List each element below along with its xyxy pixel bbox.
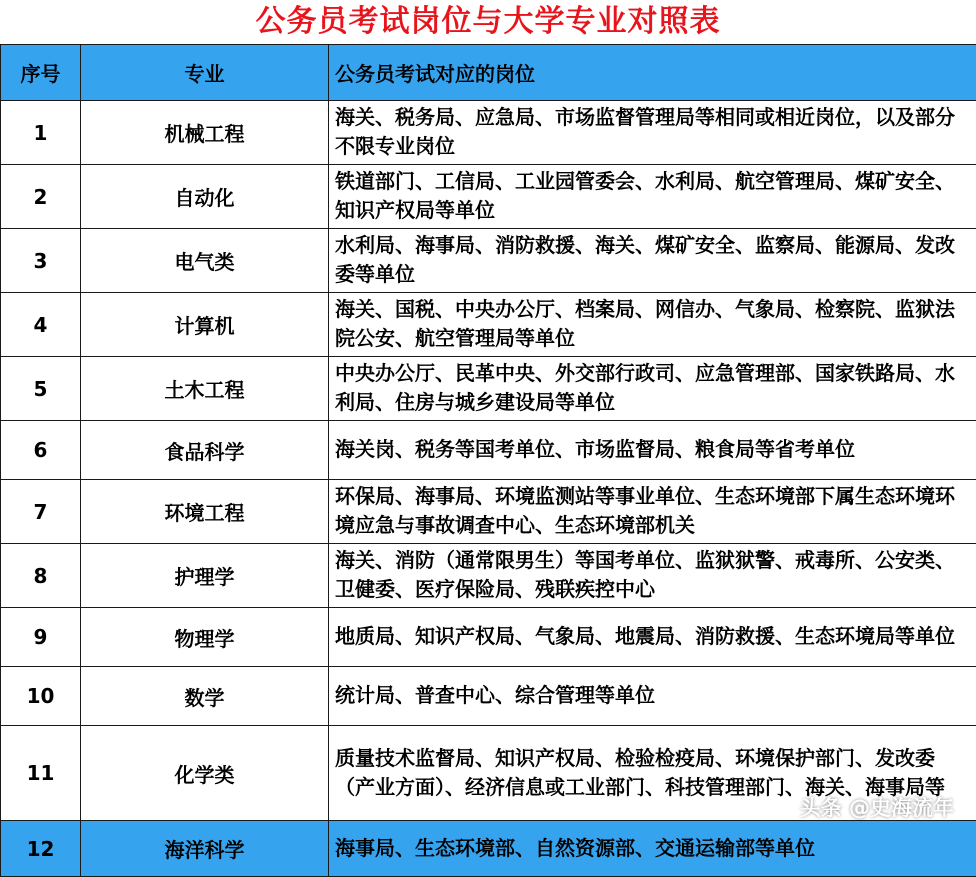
comparison-table xyxy=(0,44,976,877)
row-index: 12 xyxy=(1,821,81,877)
table-row xyxy=(1,101,976,165)
row-jobs: 海关、税务局、应急局、市场监督管理局等相同或相近岗位，以及部分不限专业岗位 xyxy=(329,101,976,165)
table-row xyxy=(1,357,976,421)
header-major: 专业 xyxy=(81,45,329,101)
row-jobs: 海关岗、税务等国考单位、市场监督局、粮食局等省考单位 xyxy=(329,421,976,480)
row-major: 环境工程 xyxy=(81,480,329,544)
row-major: 机械工程 xyxy=(81,101,329,165)
row-jobs: 地质局、知识产权局、气象局、地震局、消防救援、生态环境局等单位 xyxy=(329,608,976,667)
table-row xyxy=(1,480,976,544)
row-index: 5 xyxy=(1,357,81,421)
watermark-text: 头条 @史海流年 xyxy=(800,792,954,822)
row-index: 2 xyxy=(1,165,81,229)
row-major: 电气类 xyxy=(81,229,329,293)
table-header-row xyxy=(1,45,976,101)
row-index: 7 xyxy=(1,480,81,544)
page-title: 公务员考试岗位与大学专业对照表 xyxy=(0,0,976,44)
table-row xyxy=(1,293,976,357)
row-index: 10 xyxy=(1,667,81,726)
row-jobs: 海事局、生态环境部、自然资源部、交通运输部等单位 xyxy=(329,821,976,877)
table-row xyxy=(1,608,976,667)
header-jobs: 公务员考试对应的岗位 xyxy=(329,45,976,101)
row-index: 8 xyxy=(1,544,81,608)
row-index: 6 xyxy=(1,421,81,480)
row-major: 土木工程 xyxy=(81,357,329,421)
watermark xyxy=(800,792,954,822)
row-jobs: 中央办公厅、民革中央、外交部行政司、应急管理部、国家铁路局、水利局、住房与城乡建设局等单位 xyxy=(329,357,976,421)
row-jobs: 铁道部门、工信局、工业园管委会、水利局、航空管理局、煤矿安全、知识产权局等单位 xyxy=(329,165,976,229)
table-row-highlighted xyxy=(1,821,976,877)
row-jobs: 海关、消防（通常限男生）等国考单位、监狱狱警、戒毒所、公安类、卫健委、医疗保险局、残联疾控中心 xyxy=(329,544,976,608)
table-row xyxy=(1,421,976,480)
row-major: 数学 xyxy=(81,667,329,726)
row-index: 4 xyxy=(1,293,81,357)
row-major: 护理学 xyxy=(81,544,329,608)
row-major: 物理学 xyxy=(81,608,329,667)
row-index: 3 xyxy=(1,229,81,293)
row-jobs: 水利局、海事局、消防救援、海关、煤矿安全、监察局、能源局、发改委等单位 xyxy=(329,229,976,293)
header-index: 序号 xyxy=(1,45,81,101)
row-index: 9 xyxy=(1,608,81,667)
row-index: 1 xyxy=(1,101,81,165)
row-major: 计算机 xyxy=(81,293,329,357)
table-row xyxy=(1,229,976,293)
row-index: 11 xyxy=(1,726,81,821)
table-row xyxy=(1,165,976,229)
table-row xyxy=(1,544,976,608)
row-jobs: 质量技术监督局、知识产权局、检验检疫局、环境保护部门、发改委（产业方面）、经济信息或工业部门、科技管理部门、海关、海事局等 xyxy=(329,726,976,821)
row-jobs: 统计局、普查中心、综合管理等单位 xyxy=(329,667,976,726)
row-major: 自动化 xyxy=(81,165,329,229)
row-major: 海洋科学 xyxy=(81,821,329,877)
row-major: 化学类 xyxy=(81,726,329,821)
row-jobs: 环保局、海事局、环境监测站等事业单位、生态环境部下属生态环境环境应急与事故调查中心、生态环境部机关 xyxy=(329,480,976,544)
table-row xyxy=(1,667,976,726)
row-major: 食品科学 xyxy=(81,421,329,480)
row-jobs: 海关、国税、中央办公厅、档案局、网信办、气象局、检察院、监狱法院公安、航空管理局等单位 xyxy=(329,293,976,357)
